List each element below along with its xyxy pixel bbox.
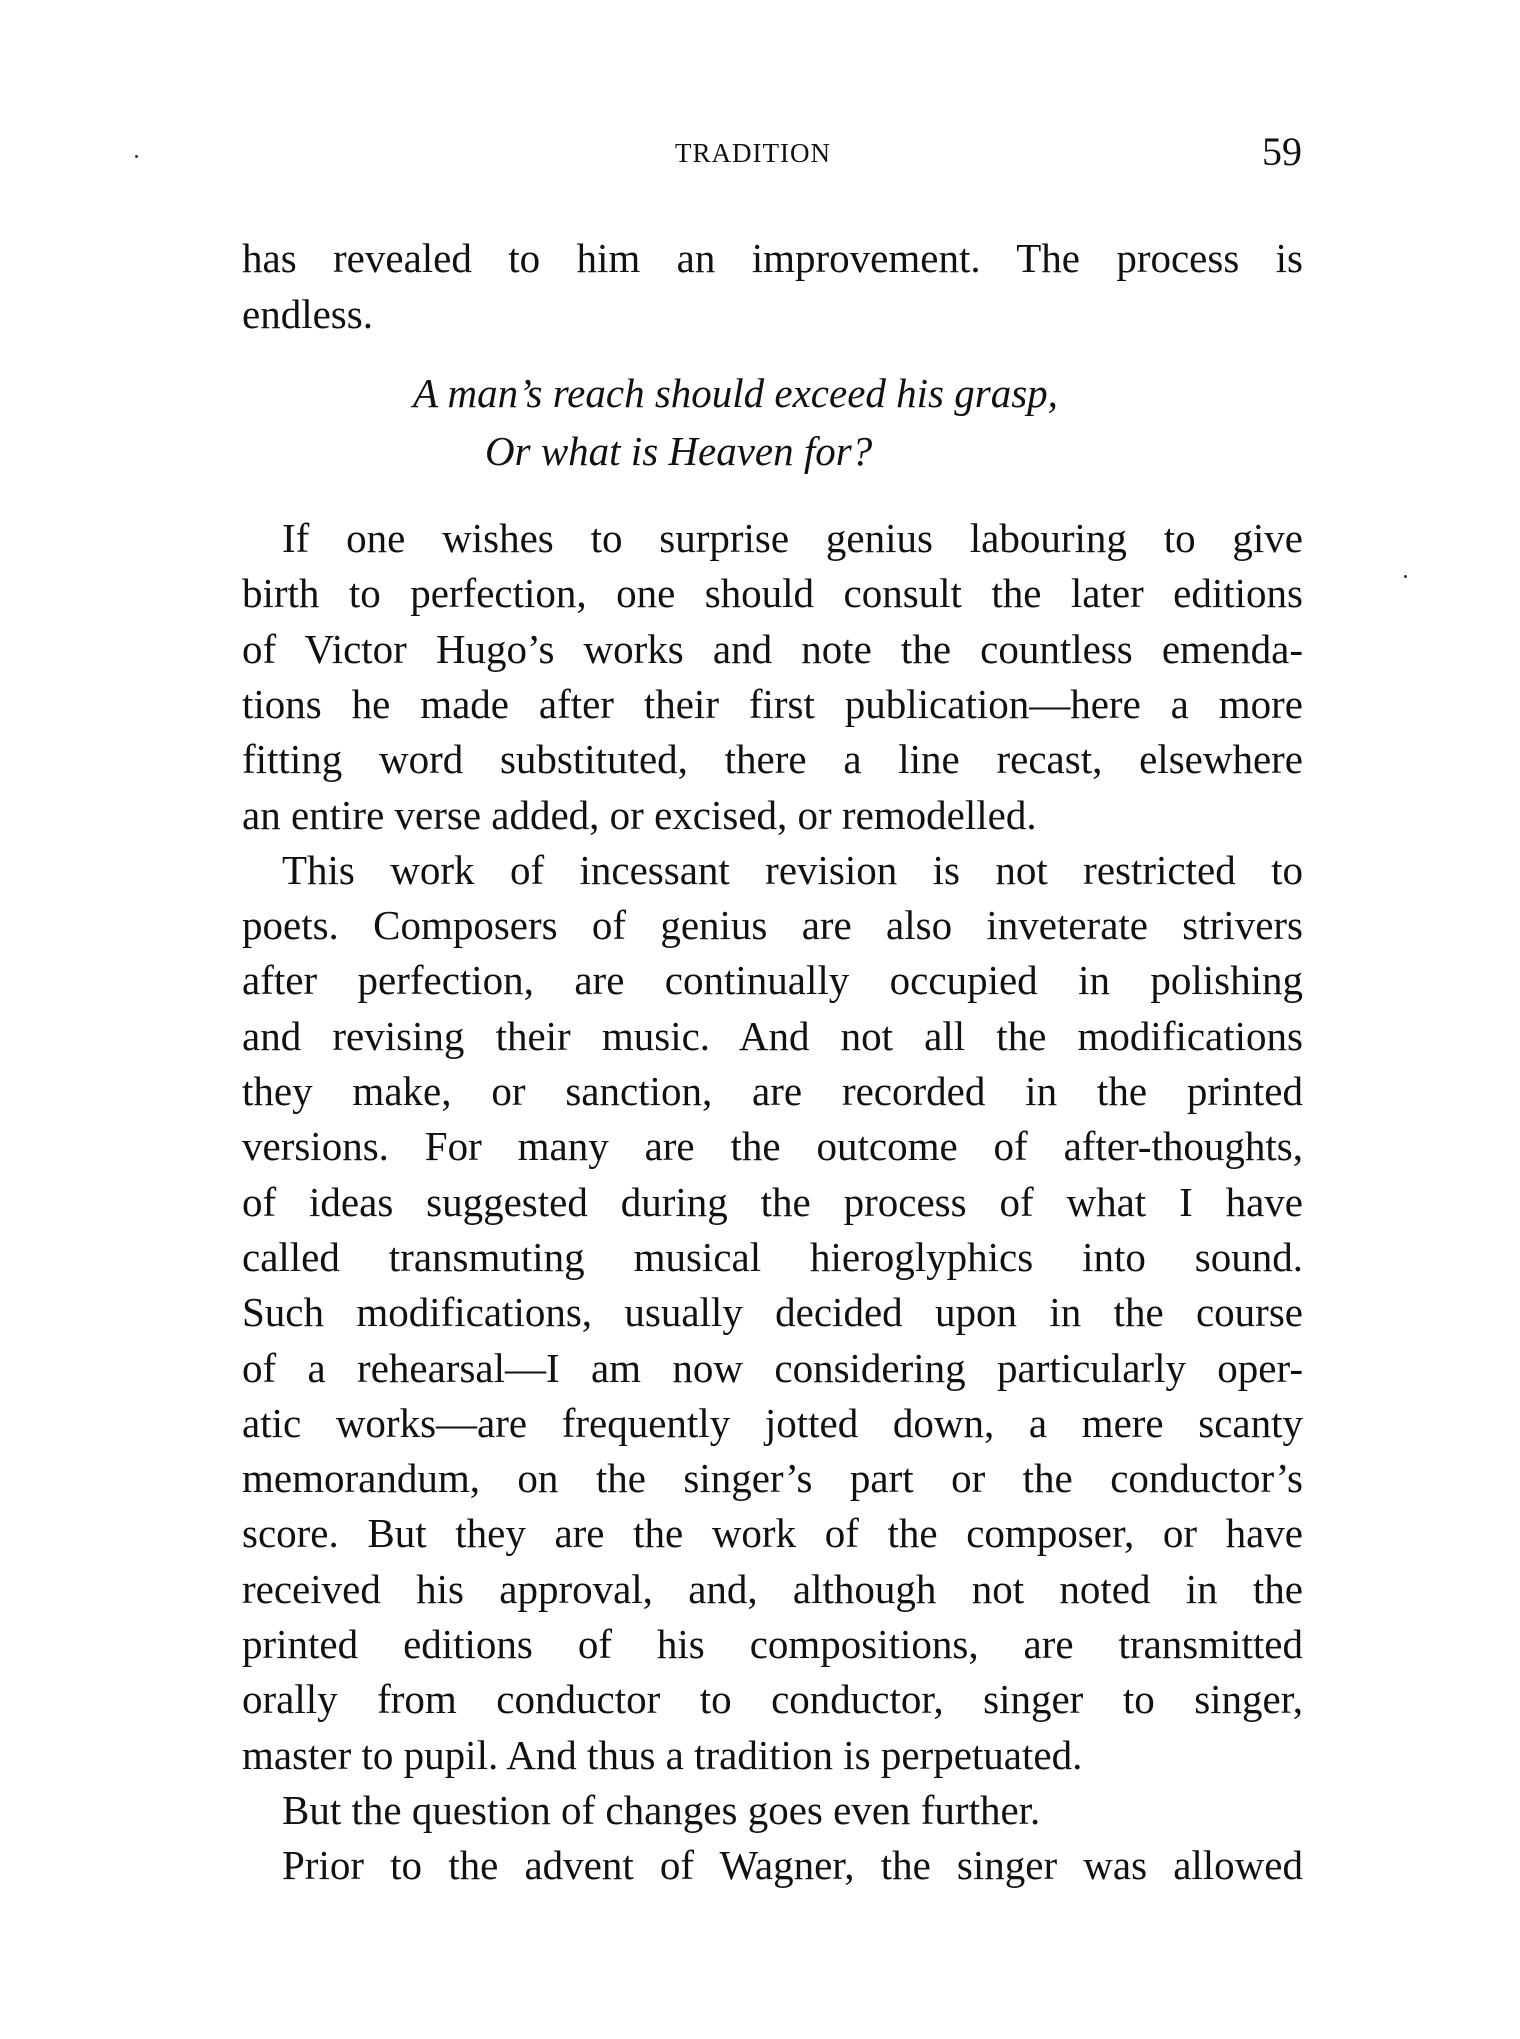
text-line: This work of incessant revision is not restricted to — [282, 847, 1303, 893]
text-line: of ideas suggested during the process of what I have — [242, 1179, 1303, 1225]
text-line: orally from conductor to conductor, singer to singer, — [242, 1676, 1303, 1722]
text-line: called transmuting musical hieroglyphics into sound. — [242, 1234, 1303, 1280]
text-line: and revising their music. And not all the modifications — [242, 1013, 1303, 1059]
text-line: birth to perfection, one should consult the later editions — [242, 570, 1303, 616]
text-line: has revealed to him an improvement. The process is — [242, 235, 1303, 281]
scan-speck — [1404, 575, 1407, 578]
text-line: versions. For many are the outcome of after-thoughts, — [242, 1123, 1303, 1169]
text-line: after perfection, are continually occupied in polishing — [242, 957, 1303, 1003]
text-line: fitting word substituted, there a line recast, elsewhere — [242, 736, 1303, 782]
text-line: Prior to the advent of Wagner, the singer was allowed — [282, 1842, 1303, 1888]
text-line: atic works—are frequently jotted down, a mere scanty — [242, 1400, 1303, 1446]
text-line: received his approval, and, although not noted in the — [242, 1566, 1303, 1612]
text-line: they make, or sanction, are recorded in the printed — [242, 1068, 1303, 1114]
text-line: If one wishes to surprise genius labouring to give — [282, 515, 1303, 561]
page-number: 59 — [1262, 129, 1302, 174]
verse-line-1: A man’s reach should exceed his grasp, — [413, 370, 1058, 416]
text-line: of a rehearsal—I am now considering particularly oper- — [242, 1345, 1303, 1391]
text-line: memorandum, on the singer’s part or the conductor’s — [242, 1455, 1303, 1501]
text-line: score. But they are the work of the composer, or have — [242, 1510, 1303, 1556]
text-line: But the question of changes goes even further. — [282, 1787, 1041, 1833]
text-line: of Victor Hugo’s works and note the countless emenda- — [242, 626, 1303, 672]
text-line: Such modifications, usually decided upon in the course — [242, 1289, 1303, 1335]
text-line: endless. — [242, 291, 373, 337]
text-line: master to pupil. And thus a tradition is perpetuated. — [242, 1732, 1083, 1778]
text-line: an entire verse added, or excised, or remodelled. — [242, 792, 1037, 838]
running-head-title: TRADITION — [675, 138, 831, 168]
text-line: poets. Composers of genius are also inveterate strivers — [242, 902, 1303, 948]
verse-line-2: Or what is Heaven for? — [485, 428, 873, 474]
text-line: tions he made after their first publication—here a more — [242, 681, 1303, 727]
text-line: printed editions of his compositions, are transmitted — [242, 1621, 1303, 1667]
